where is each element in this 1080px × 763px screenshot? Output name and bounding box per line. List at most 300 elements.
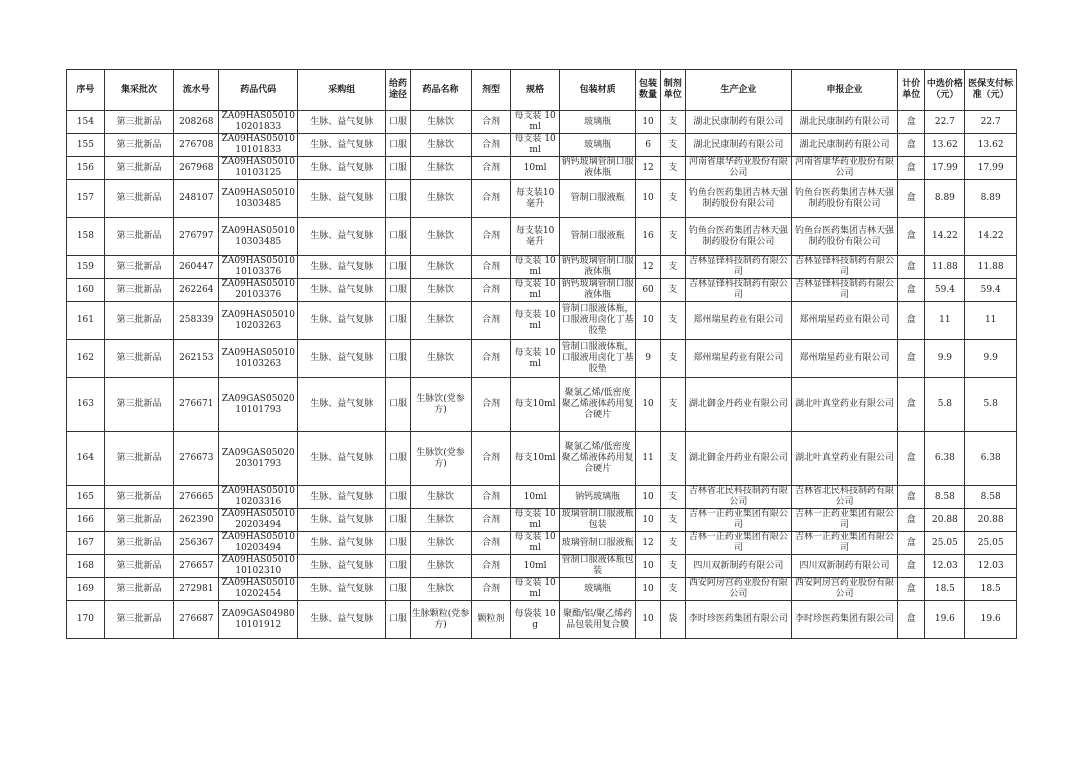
- table-row: [67, 555, 1017, 578]
- table-cell: 吉林显锋科技制药有限公司: [791, 256, 897, 279]
- table-cell: 154: [67, 111, 105, 134]
- column-header: 药品名称: [410, 70, 471, 111]
- table-cell: 盒: [898, 302, 925, 340]
- table-cell: 生脉、益气复脉: [298, 279, 386, 302]
- table-cell: 19.6: [965, 601, 1017, 639]
- table-row: [67, 180, 1017, 218]
- table-cell: 11: [965, 302, 1017, 340]
- table-cell: 第三批新品: [104, 218, 173, 256]
- table-cell: 口服: [386, 218, 410, 256]
- column-header: 中选价格（元）: [925, 70, 965, 111]
- table-cell: 生脉、益气复脉: [298, 302, 386, 340]
- table-cell: ZA09HAS05010 10102310: [219, 555, 298, 578]
- table-cell: 262264: [174, 279, 219, 302]
- table-cell: 合剂: [471, 157, 511, 180]
- column-header: 计价单位: [898, 70, 925, 111]
- table-cell: 18.5: [965, 578, 1017, 601]
- table-cell: 玻璃瓶: [559, 134, 636, 157]
- table-row: [67, 302, 1017, 340]
- table-cell: 合剂: [471, 555, 511, 578]
- table-cell: 盒: [898, 486, 925, 509]
- table-cell: 262153: [174, 340, 219, 378]
- table-cell: ZA09HAS05010 10101833: [219, 134, 298, 157]
- table-cell: 25.05: [965, 532, 1017, 555]
- table-cell: 生脉、益气复脉: [298, 256, 386, 279]
- table-cell: 口服: [386, 256, 410, 279]
- table-cell: 口服: [386, 509, 410, 532]
- table-cell: 口服: [386, 532, 410, 555]
- table-cell: 164: [67, 432, 105, 486]
- table-cell: 13.62: [925, 134, 965, 157]
- table-cell: 166: [67, 509, 105, 532]
- table-row: [67, 432, 1017, 486]
- table-row: [67, 578, 1017, 601]
- table-cell: 第三批新品: [104, 157, 173, 180]
- table-cell: 湖北叶真堂药业有限公司: [791, 378, 897, 432]
- table-cell: 159: [67, 256, 105, 279]
- table-cell: 14.22: [925, 218, 965, 256]
- column-header: 药品代码: [219, 70, 298, 111]
- table-cell: 6.38: [925, 432, 965, 486]
- table-cell: 第三批新品: [104, 256, 173, 279]
- table-cell: ZA09GAS05020 10101793: [219, 378, 298, 432]
- table-cell: 生脉饮: [410, 157, 471, 180]
- table-cell: 口服: [386, 340, 410, 378]
- table-cell: 25.05: [925, 532, 965, 555]
- table-cell: 生脉、益气复脉: [298, 509, 386, 532]
- table-cell: 276657: [174, 555, 219, 578]
- table-cell: 9: [636, 340, 660, 378]
- table-cell: 盒: [898, 509, 925, 532]
- table-cell: 每支装 10ml: [511, 578, 559, 601]
- table-cell: 口服: [386, 378, 410, 432]
- table-cell: 272981: [174, 578, 219, 601]
- table-cell: 10ml: [511, 555, 559, 578]
- table-cell: 合剂: [471, 432, 511, 486]
- table-row: [67, 111, 1017, 134]
- table-cell: 吉林一正药业集团有限公司: [685, 532, 791, 555]
- table-cell: ZA09HAS05010 20203494: [219, 509, 298, 532]
- table-cell: 合剂: [471, 302, 511, 340]
- table-cell: 生脉、益气复脉: [298, 432, 386, 486]
- table-header-row: [67, 70, 1017, 111]
- table-cell: 郑州瑞星药业有限公司: [685, 302, 791, 340]
- table-row: [67, 340, 1017, 378]
- table-cell: ZA09GAS04980 10101912: [219, 601, 298, 639]
- table-cell: 管制口服液体瓶，口服液用卤化丁基胶垫: [559, 340, 636, 378]
- table-cell: 吉林省北民科技制药有限公司: [685, 486, 791, 509]
- table-cell: 支: [660, 578, 685, 601]
- table-cell: 12: [636, 157, 660, 180]
- table-cell: 盒: [898, 111, 925, 134]
- table-cell: 郑州瑞星药业有限公司: [791, 302, 897, 340]
- table-cell: 生脉、益气复脉: [298, 340, 386, 378]
- table-cell: 260447: [174, 256, 219, 279]
- table-cell: 盒: [898, 578, 925, 601]
- table-cell: 19.6: [925, 601, 965, 639]
- table-cell: 12.03: [965, 555, 1017, 578]
- table-cell: 每支装 10ml: [511, 340, 559, 378]
- table-cell: 12.03: [925, 555, 965, 578]
- table-cell: 10: [636, 601, 660, 639]
- table-cell: 248107: [174, 180, 219, 218]
- table-cell: 第三批新品: [104, 432, 173, 486]
- table-row: [67, 378, 1017, 432]
- table-cell: ZA09HAS05010 10202454: [219, 578, 298, 601]
- table-cell: 第三批新品: [104, 111, 173, 134]
- table-cell: 钠钙玻璃管制口服液体瓶: [559, 279, 636, 302]
- table-cell: ZA09HAS05010 10201833: [219, 111, 298, 134]
- table-cell: 276673: [174, 432, 219, 486]
- table-cell: 合剂: [471, 340, 511, 378]
- table-cell: 湖北御金丹药业有限公司: [685, 378, 791, 432]
- table-cell: 口服: [386, 486, 410, 509]
- table-cell: 每支装 10ml: [511, 279, 559, 302]
- table-cell: ZA09HAS05010 10103263: [219, 340, 298, 378]
- table-cell: 管制口服液体瓶，口服液用卤化丁基胶垫: [559, 302, 636, 340]
- table-cell: 吉林显锋科技制药有限公司: [685, 256, 791, 279]
- table-cell: 生脉饮: [410, 509, 471, 532]
- table-cell: 口服: [386, 157, 410, 180]
- table-cell: ZA09HAS05010 10103125: [219, 157, 298, 180]
- table-cell: 59.4: [925, 279, 965, 302]
- table-cell: 生脉饮: [410, 256, 471, 279]
- table-cell: ZA09HAS05010 10203494: [219, 532, 298, 555]
- table-cell: 5.8: [965, 378, 1017, 432]
- table-cell: 162: [67, 340, 105, 378]
- table-cell: 6.38: [965, 432, 1017, 486]
- table-cell: 支: [660, 555, 685, 578]
- table-cell: 吉林显锋科技制药有限公司: [791, 279, 897, 302]
- table-cell: 第三批新品: [104, 279, 173, 302]
- table-cell: 256367: [174, 532, 219, 555]
- table-cell: 生脉饮: [410, 486, 471, 509]
- table-cell: 6: [636, 134, 660, 157]
- table-cell: 生脉、益气复脉: [298, 180, 386, 218]
- table-cell: 10: [636, 302, 660, 340]
- table-cell: 湖北御金丹药业有限公司: [685, 432, 791, 486]
- table-cell: 276708: [174, 134, 219, 157]
- table-cell: 13.62: [965, 134, 1017, 157]
- table-cell: 盒: [898, 378, 925, 432]
- table-cell: 10: [636, 486, 660, 509]
- table-cell: 生脉饮: [410, 340, 471, 378]
- table-cell: ZA09HAS05010 10203316: [219, 486, 298, 509]
- table-cell: 河南省康华药业股份有限公司: [791, 157, 897, 180]
- table-cell: 155: [67, 134, 105, 157]
- table-cell: 西安阿房宫药业股份有限公司: [685, 578, 791, 601]
- table-cell: 生脉饮: [410, 180, 471, 218]
- table-cell: 口服: [386, 432, 410, 486]
- table-cell: 生脉、益气复脉: [298, 601, 386, 639]
- table-cell: 钓鱼台医药集团吉林天强制药股份有限公司: [685, 180, 791, 218]
- column-header: 制剂单位: [660, 70, 685, 111]
- table-cell: ZA09GAS05020 20301793: [219, 432, 298, 486]
- table-cell: 支: [660, 340, 685, 378]
- table-cell: 5.8: [925, 378, 965, 432]
- table-cell: 生脉饮: [410, 218, 471, 256]
- table-cell: 支: [660, 180, 685, 218]
- table-cell: 11.88: [965, 256, 1017, 279]
- table-cell: 李时珍医药集团有限公司: [685, 601, 791, 639]
- column-header: 包装数量: [636, 70, 660, 111]
- table-cell: 河南省康华药业股份有限公司: [685, 157, 791, 180]
- table-cell: 生脉、益气复脉: [298, 578, 386, 601]
- table-cell: 276797: [174, 218, 219, 256]
- column-header: 申报企业: [791, 70, 897, 111]
- table-cell: 158: [67, 218, 105, 256]
- table-cell: 生脉、益气复脉: [298, 218, 386, 256]
- table-cell: 李时珍医药集团有限公司: [791, 601, 897, 639]
- table-cell: 盒: [898, 340, 925, 378]
- table-cell: 9.9: [965, 340, 1017, 378]
- table-cell: 8.89: [965, 180, 1017, 218]
- table-cell: ZA09HAS05010 10103376: [219, 256, 298, 279]
- table-cell: 每袋装 10g: [511, 601, 559, 639]
- table-cell: 口服: [386, 111, 410, 134]
- table-cell: 157: [67, 180, 105, 218]
- table-cell: 口服: [386, 279, 410, 302]
- table-cell: 第三批新品: [104, 555, 173, 578]
- table-cell: 10: [636, 509, 660, 532]
- table-cell: 每支装10毫升: [511, 180, 559, 218]
- table-cell: 口服: [386, 302, 410, 340]
- table-cell: 吉林省北民科技制药有限公司: [791, 486, 897, 509]
- table-cell: 生脉、益气复脉: [298, 157, 386, 180]
- table-row: [67, 279, 1017, 302]
- table-cell: 8.89: [925, 180, 965, 218]
- table-cell: 盒: [898, 256, 925, 279]
- table-row: [67, 509, 1017, 532]
- table-cell: 合剂: [471, 509, 511, 532]
- table-cell: 22.7: [965, 111, 1017, 134]
- table-cell: 支: [660, 157, 685, 180]
- column-header: 医保支付标准（元）: [965, 70, 1017, 111]
- table-cell: 钓鱼台医药集团吉林天强制药股份有限公司: [791, 180, 897, 218]
- table-cell: 161: [67, 302, 105, 340]
- table-cell: 10: [636, 555, 660, 578]
- table-cell: 17.99: [965, 157, 1017, 180]
- table-cell: 每支装 10ml: [511, 509, 559, 532]
- table-cell: 支: [660, 432, 685, 486]
- column-header: 采购组: [298, 70, 386, 111]
- table-cell: 276665: [174, 486, 219, 509]
- table-cell: 8.58: [925, 486, 965, 509]
- table-cell: 玻璃管制口服液瓶包装: [559, 509, 636, 532]
- table-cell: 盒: [898, 432, 925, 486]
- table-cell: 湖北民康制药有限公司: [685, 134, 791, 157]
- table-cell: 支: [660, 111, 685, 134]
- table-cell: 11.88: [925, 256, 965, 279]
- table-cell: 合剂: [471, 134, 511, 157]
- table-cell: ZA09HAS05010 10203263: [219, 302, 298, 340]
- table-cell: 玻璃瓶: [559, 578, 636, 601]
- table-cell: 盒: [898, 532, 925, 555]
- table-cell: 湖北叶真堂药业有限公司: [791, 432, 897, 486]
- table-cell: 生脉饮(党参方): [410, 378, 471, 432]
- table-cell: 生脉饮: [410, 302, 471, 340]
- table-cell: 18.5: [925, 578, 965, 601]
- table-cell: 第三批新品: [104, 509, 173, 532]
- table-cell: 生脉饮: [410, 111, 471, 134]
- table-cell: 14.22: [965, 218, 1017, 256]
- table-cell: 郑州瑞星药业有限公司: [791, 340, 897, 378]
- table-cell: 11: [925, 302, 965, 340]
- table-cell: 10ml: [511, 486, 559, 509]
- table-cell: 生脉饮: [410, 279, 471, 302]
- column-header: 生产企业: [685, 70, 791, 111]
- table-cell: 合剂: [471, 279, 511, 302]
- table-cell: 钠钙玻璃瓶: [559, 486, 636, 509]
- table-cell: 163: [67, 378, 105, 432]
- table-cell: 167: [67, 532, 105, 555]
- table-row: [67, 532, 1017, 555]
- table-cell: 支: [660, 279, 685, 302]
- table-cell: 支: [660, 302, 685, 340]
- table-row: [67, 486, 1017, 509]
- table-cell: 276671: [174, 378, 219, 432]
- table-cell: 盒: [898, 218, 925, 256]
- column-header: 剂型: [471, 70, 511, 111]
- table-cell: 每支10ml: [511, 378, 559, 432]
- table-cell: 每支装 10ml: [511, 256, 559, 279]
- table-cell: 生脉饮: [410, 532, 471, 555]
- table-cell: 生脉、益气复脉: [298, 555, 386, 578]
- table-cell: 258339: [174, 302, 219, 340]
- table-cell: 管制口服液瓶: [559, 218, 636, 256]
- table-cell: 湖北民康制药有限公司: [685, 111, 791, 134]
- table-cell: 第三批新品: [104, 378, 173, 432]
- column-header: 规格: [511, 70, 559, 111]
- table-cell: 每支装 10ml: [511, 134, 559, 157]
- table-cell: 16: [636, 218, 660, 256]
- column-header: 流水号: [174, 70, 219, 111]
- table-cell: 生脉颗粒(党参方): [410, 601, 471, 639]
- table-cell: 管制口服液体瓶包装: [559, 555, 636, 578]
- column-header: 序号: [67, 70, 105, 111]
- table-cell: 合剂: [471, 111, 511, 134]
- table-cell: 第三批新品: [104, 578, 173, 601]
- table-cell: 盒: [898, 180, 925, 218]
- table-cell: 合剂: [471, 218, 511, 256]
- table-cell: 17.99: [925, 157, 965, 180]
- table-cell: 支: [660, 532, 685, 555]
- table-cell: 165: [67, 486, 105, 509]
- table-cell: 支: [660, 486, 685, 509]
- table-cell: 267968: [174, 157, 219, 180]
- table-cell: 聚氯乙烯/低密度聚乙烯液体药用复合硬片: [559, 432, 636, 486]
- table-cell: 169: [67, 578, 105, 601]
- table-cell: 156: [67, 157, 105, 180]
- table-cell: ZA09HAS05010 20103376: [219, 279, 298, 302]
- table-cell: 160: [67, 279, 105, 302]
- table-cell: ZA09HAS05010 10303485: [219, 218, 298, 256]
- table-cell: 10ml: [511, 157, 559, 180]
- table-cell: 12: [636, 256, 660, 279]
- table-cell: 10: [636, 578, 660, 601]
- table-cell: 11: [636, 432, 660, 486]
- table-cell: 生脉饮: [410, 555, 471, 578]
- table-cell: 第三批新品: [104, 486, 173, 509]
- table-cell: 吉林一正药业集团有限公司: [791, 509, 897, 532]
- table-cell: 西安阿房宫药业股份有限公司: [791, 578, 897, 601]
- table-cell: 支: [660, 378, 685, 432]
- table-cell: 玻璃管制口服液瓶: [559, 532, 636, 555]
- table-row: [67, 256, 1017, 279]
- table-cell: 口服: [386, 180, 410, 218]
- table-cell: 22.7: [925, 111, 965, 134]
- table-cell: 合剂: [471, 378, 511, 432]
- table-cell: 8.58: [965, 486, 1017, 509]
- table-row: [67, 218, 1017, 256]
- table-cell: 四川双新制药有限公司: [685, 555, 791, 578]
- table-cell: 盒: [898, 555, 925, 578]
- table-cell: 钠钙玻璃管制口服液体瓶: [559, 256, 636, 279]
- table-cell: 第三批新品: [104, 180, 173, 218]
- table-cell: 每支装 10ml: [511, 532, 559, 555]
- table-cell: 颗粒剂: [471, 601, 511, 639]
- column-header: 给药途径: [386, 70, 410, 111]
- table-cell: 10: [636, 111, 660, 134]
- table-cell: 钓鱼台医药集团吉林天强制药股份有限公司: [685, 218, 791, 256]
- table-cell: 盒: [898, 134, 925, 157]
- table-cell: 20.88: [965, 509, 1017, 532]
- table-cell: 第三批新品: [104, 532, 173, 555]
- table-cell: 四川双新制药有限公司: [791, 555, 897, 578]
- table-cell: 口服: [386, 134, 410, 157]
- table-cell: 合剂: [471, 256, 511, 279]
- table-cell: 吉林一正药业集团有限公司: [685, 509, 791, 532]
- table-cell: 第三批新品: [104, 340, 173, 378]
- table-cell: 262390: [174, 509, 219, 532]
- table-cell: 第三批新品: [104, 601, 173, 639]
- table-row: [67, 601, 1017, 639]
- table-cell: 合剂: [471, 578, 511, 601]
- table-cell: 生脉、益气复脉: [298, 486, 386, 509]
- table-cell: 生脉、益气复脉: [298, 378, 386, 432]
- table-cell: 每支装 10ml: [511, 302, 559, 340]
- column-header: 集采批次: [104, 70, 173, 111]
- table-cell: 10: [636, 180, 660, 218]
- table-cell: 合剂: [471, 180, 511, 218]
- table-cell: 9.9: [925, 340, 965, 378]
- table-cell: 每支装 10ml: [511, 111, 559, 134]
- column-header: 包装材质: [559, 70, 636, 111]
- table-cell: 每支10ml: [511, 432, 559, 486]
- table-cell: 钠钙玻璃管制口服液体瓶: [559, 157, 636, 180]
- table-cell: 第三批新品: [104, 302, 173, 340]
- table-cell: 生脉饮: [410, 134, 471, 157]
- table-cell: 口服: [386, 601, 410, 639]
- table-cell: 管制口服液瓶: [559, 180, 636, 218]
- table-cell: 湖北民康制药有限公司: [791, 111, 897, 134]
- table-cell: 168: [67, 555, 105, 578]
- table-cell: 盒: [898, 601, 925, 639]
- table-cell: 盒: [898, 157, 925, 180]
- table-cell: 玻璃瓶: [559, 111, 636, 134]
- table-cell: 生脉饮(党参方): [410, 432, 471, 486]
- table-cell: 合剂: [471, 486, 511, 509]
- table-cell: 生脉、益气复脉: [298, 532, 386, 555]
- table-cell: 吉林一正药业集团有限公司: [791, 532, 897, 555]
- table-cell: 59.4: [965, 279, 1017, 302]
- table-cell: 276687: [174, 601, 219, 639]
- table-cell: 聚酯/铝/聚乙烯药品包装用复合膜: [559, 601, 636, 639]
- table-cell: 湖北民康制药有限公司: [791, 134, 897, 157]
- table-cell: 12: [636, 532, 660, 555]
- table-cell: 20.88: [925, 509, 965, 532]
- table-cell: 每支装10毫升: [511, 218, 559, 256]
